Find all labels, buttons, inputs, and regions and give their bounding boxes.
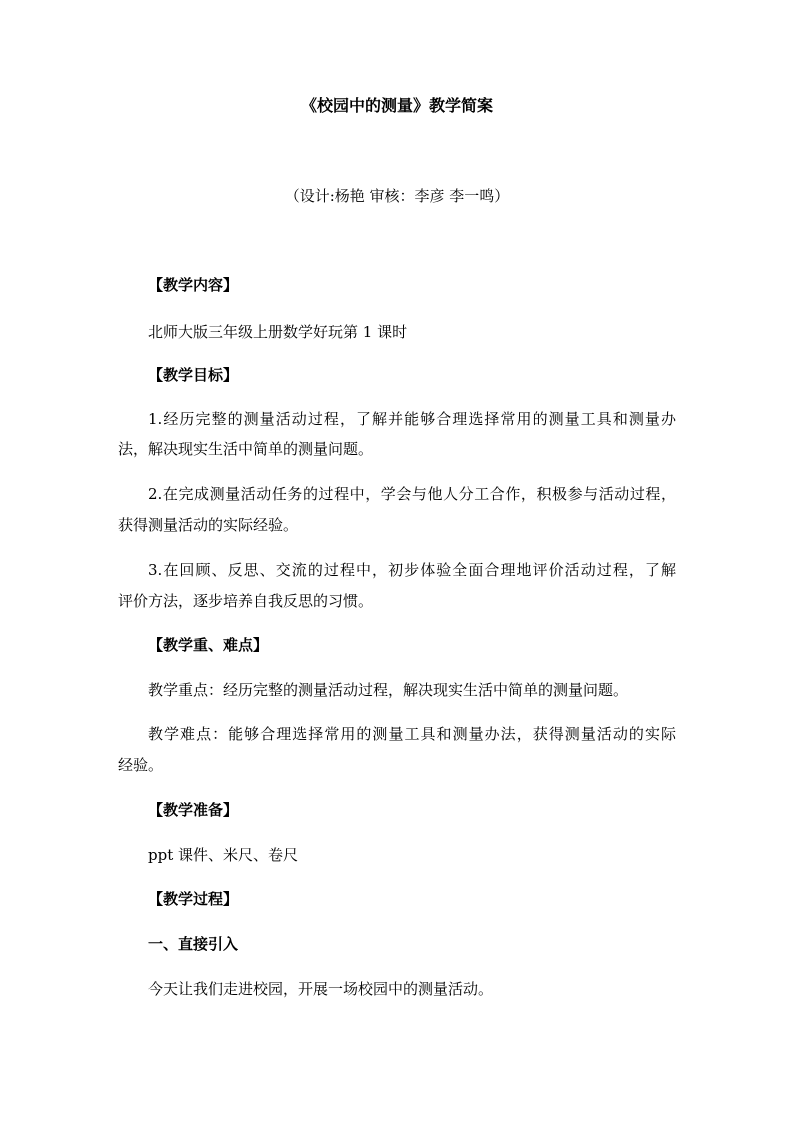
key-point-text: 教学重点：经历完整的测量活动过程，解决现实生活中简单的测量问题。 bbox=[148, 681, 629, 699]
heading-teaching-goals: 【教学目标】 bbox=[148, 366, 239, 384]
goal-2-line-1: 2.在完成测量活动任务的过程中，学会与他人分工合作，积极参与活动过程， bbox=[148, 485, 676, 503]
teaching-content-text: 北师大版三年级上册数学好玩第 1 课时 bbox=[148, 323, 408, 341]
document-title: 《校园中的测量》教学简案 bbox=[300, 96, 493, 115]
heading-teaching-content: 【教学内容】 bbox=[148, 276, 239, 294]
goal-3-line-1: 3.在回顾、反思、交流的过程中，初步体验全面合理地评价活动过程，了解 bbox=[148, 561, 676, 579]
preparation-text: ppt 课件、米尺、卷尺 bbox=[148, 846, 299, 864]
heading-key-points: 【教学重、难点】 bbox=[148, 636, 269, 654]
difficult-point-line-2: 经验。 bbox=[118, 756, 164, 774]
heading-teaching-process: 【教学过程】 bbox=[148, 890, 239, 908]
step-1-heading: 一、直接引入 bbox=[148, 935, 239, 953]
document-credit: （设计:杨艳 审核：李彦 李一鸣） bbox=[284, 187, 510, 205]
step-1-text: 今天让我们走进校园，开展一场校园中的测量活动。 bbox=[148, 980, 494, 998]
difficult-point-line-1: 教学难点：能够合理选择常用的测量工具和测量办法，获得测量活动的实际 bbox=[148, 725, 676, 743]
goal-1-line-1: 1.经历完整的测量活动过程，了解并能够合理选择常用的测量工具和测量办 bbox=[148, 410, 676, 428]
heading-teaching-preparation: 【教学准备】 bbox=[148, 801, 239, 819]
goal-2-line-2: 获得测量活动的实际经验。 bbox=[118, 516, 299, 534]
goal-1-line-2: 法，解决现实生活中简单的测量问题。 bbox=[118, 440, 374, 458]
goal-3-line-2: 评价方法，逐步培养自我反思的习惯。 bbox=[118, 592, 374, 610]
